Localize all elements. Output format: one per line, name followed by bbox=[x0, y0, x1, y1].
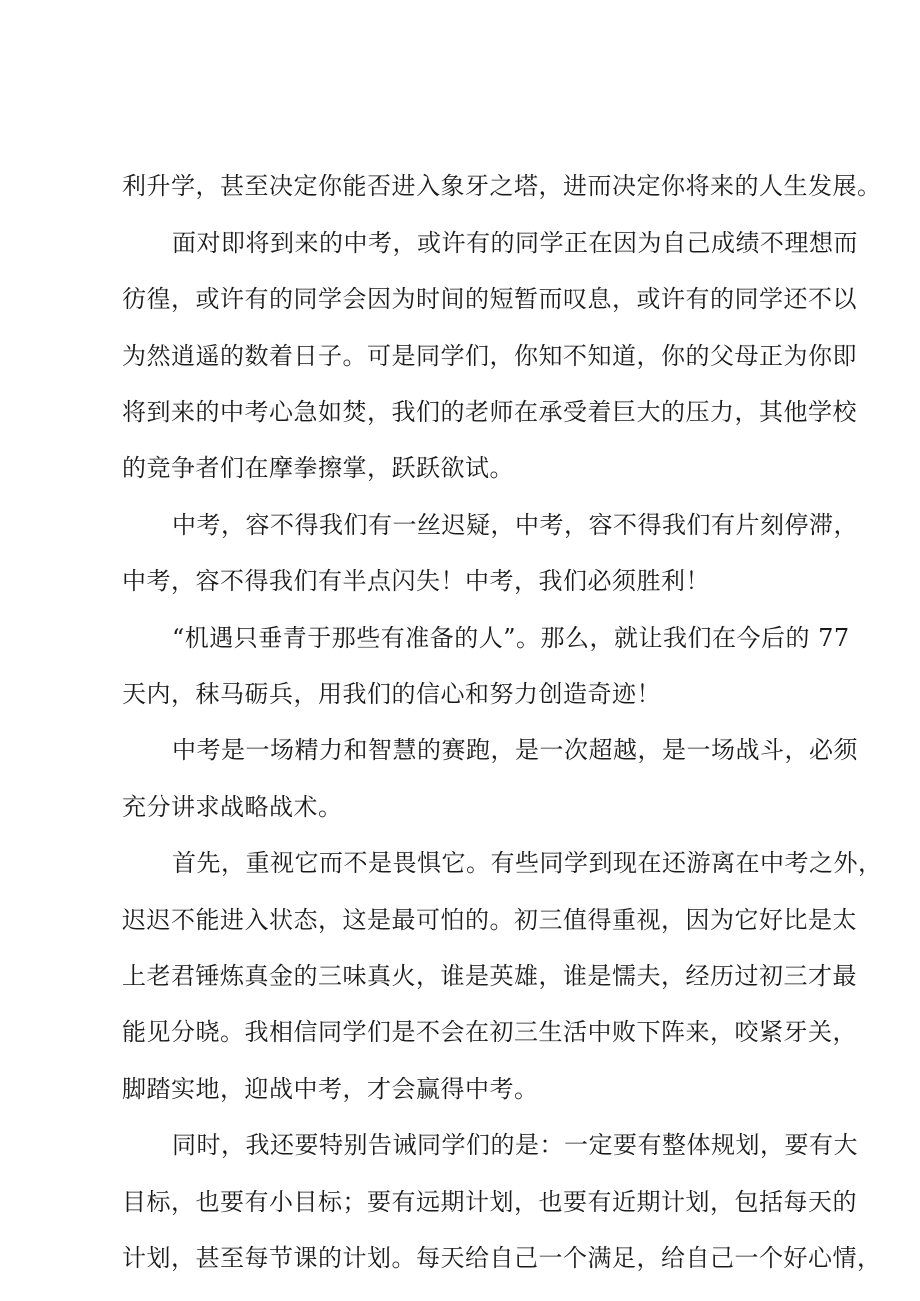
text-line: 上老君锤炼真金的三味真火，谁是英雄，谁是懦夫，经历过初三才最 bbox=[122, 962, 857, 990]
text-line: 天内，秣马砺兵，用我们的信心和努力创造奇迹！ bbox=[122, 680, 661, 708]
text-line: 首先，重视它而不是畏惧它。有些同学到现在还游离在中考之外， bbox=[172, 849, 883, 877]
text-line: 面对即将到来的中考，或许有的同学正在因为自己成绩不理想而 bbox=[172, 229, 858, 257]
text-line: 彷徨，或许有的同学会因为时间的短暂而叹息，或许有的同学还不以 bbox=[122, 285, 857, 313]
text-line: 同时，我还要特别告诫同学们的是：一定要有整体规划，要有大 bbox=[172, 1131, 858, 1159]
text-line: 将到来的中考心急如焚，我们的老师在承受着巨大的压力，其他学校 bbox=[122, 398, 857, 426]
text-line: 迟迟不能进入状态，这是最可怕的。初三值得重视，因为它好比是太 bbox=[122, 906, 857, 934]
text-line: 脚踏实地，迎战中考，才会赢得中考。 bbox=[122, 1075, 539, 1103]
text-line: 目标，也要有小目标；要有远期计划，也要有近期计划，包括每天的 bbox=[122, 1188, 857, 1216]
text-line: 中考，容不得我们有一丝迟疑，中考，容不得我们有片刻停滞， bbox=[172, 511, 858, 539]
text-line: “机遇只垂青于那些有准备的人”。那么，就让我们在今后的 77 bbox=[172, 624, 850, 652]
text-line: 计划，甚至每节课的计划。每天给自己一个满足，给自己一个好心情， bbox=[122, 1244, 882, 1272]
text-line: 充分讲求战略战术。 bbox=[122, 793, 343, 821]
text-line: 为然逍遥的数着日子。可是同学们，你知不知道，你的父母正为你即 bbox=[122, 342, 857, 370]
text-line: 中考是一场精力和智慧的赛跑，是一次超越，是一场战斗，必须 bbox=[172, 736, 858, 764]
text-line: 的竞争者们在摩拳擦掌，跃跃欲试。 bbox=[122, 454, 514, 482]
text-line: 利升学，甚至决定你能否进入象牙之塔，进而决定你将来的人生发展。 bbox=[122, 172, 882, 200]
text-line: 中考，容不得我们有半点闪失！中考，我们必须胜利！ bbox=[122, 567, 710, 595]
text-line: 能见分晓。我相信同学们是不会在初三生活中败下阵来，咬紧牙关， bbox=[122, 1018, 857, 1046]
